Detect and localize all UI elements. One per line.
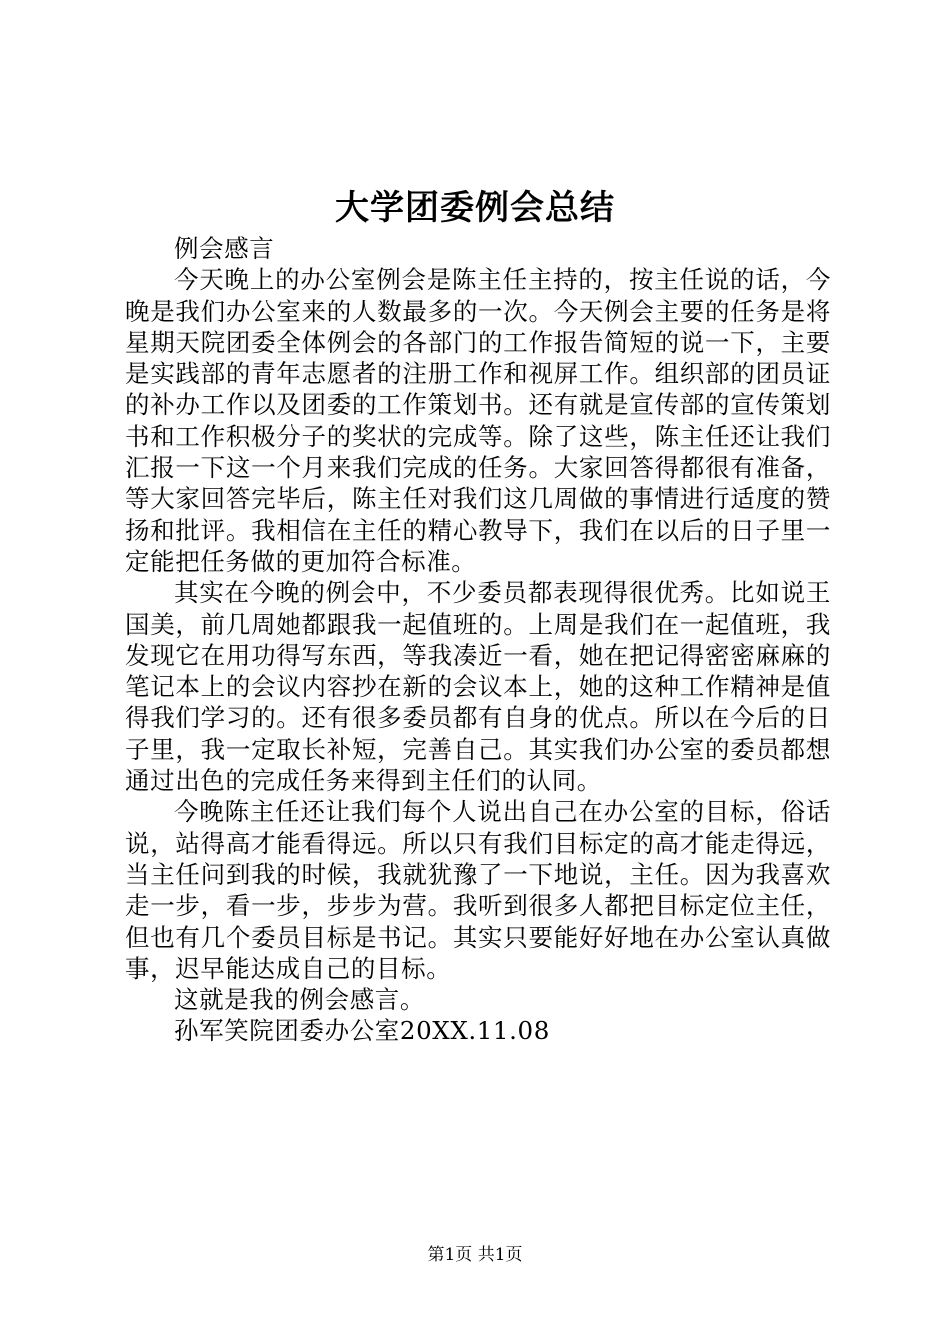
document-body xyxy=(125,233,831,1047)
paragraph: 今天晚上的办公室例会是陈主任主持的，按主任说的话，今晚是我们办公室来的人数最多的一次。今天例会主要的任务是将星期天院团委全体例会的各部门的工作报告简短的说一下，主要是实践部的青年志愿者的注册工作和视屏工作。组织部的团员证的补办工作以及团委的工作策划书。还有就是宣传部的宣传策划书和工作积极分子的奖状的完成等。除了这些，陈主任还让我们汇报一下这一个月来我们完成的任务。大家回答得都很有准备，等大家回答完毕后，陈主任对我们这几周做的事情进行适度的赞扬和批评。我相信在主任的精心教导下，我们在以后的日子里一定能把任务做的更加符合标准。 xyxy=(125,265,831,576)
page-title: 大学团委例会总结 xyxy=(335,188,615,228)
page-number-footer: 第1页 共1页 xyxy=(427,1245,523,1265)
section-heading: 例会感言 xyxy=(174,234,275,263)
signature-line: 孙军笑院团委办公室20XX.11.08 xyxy=(174,1016,550,1046)
paragraph: 其实在今晚的例会中，不少委员都表现得很优秀。比如说王国美，前几周她都跟我一起值班的。上周是我们在一起值班，我发现它在用功得写东西，等我凑近一看，她在把记得密密麻麻的笔记本上的会议内容抄在新的会议本上，她的这种工作精神是值得我们学习的。还有很多委员都有自身的优点。所以在今后的日子里，我一定取长补短，完善自己。其实我们办公室的委员都想通过出色的完成任务来得到主任们的认同。 xyxy=(125,578,831,796)
closing-line: 这就是我的例会感言。 xyxy=(174,985,425,1015)
paragraph: 今晚陈主任还让我们每个人说出自己在办公室的目标，俗话说，站得高才能看得远。所以只有我们目标定的高才能走得远，当主任问到我的时候，我就犹豫了一下地说，主任。因为我喜欢走一步，看一步，步步为营。我听到很多人都把目标定位主任，但也有几个委员目标是书记。其实只要能好好地在办公室认真做事，迟早能达成自己的目标。 xyxy=(125,797,831,983)
